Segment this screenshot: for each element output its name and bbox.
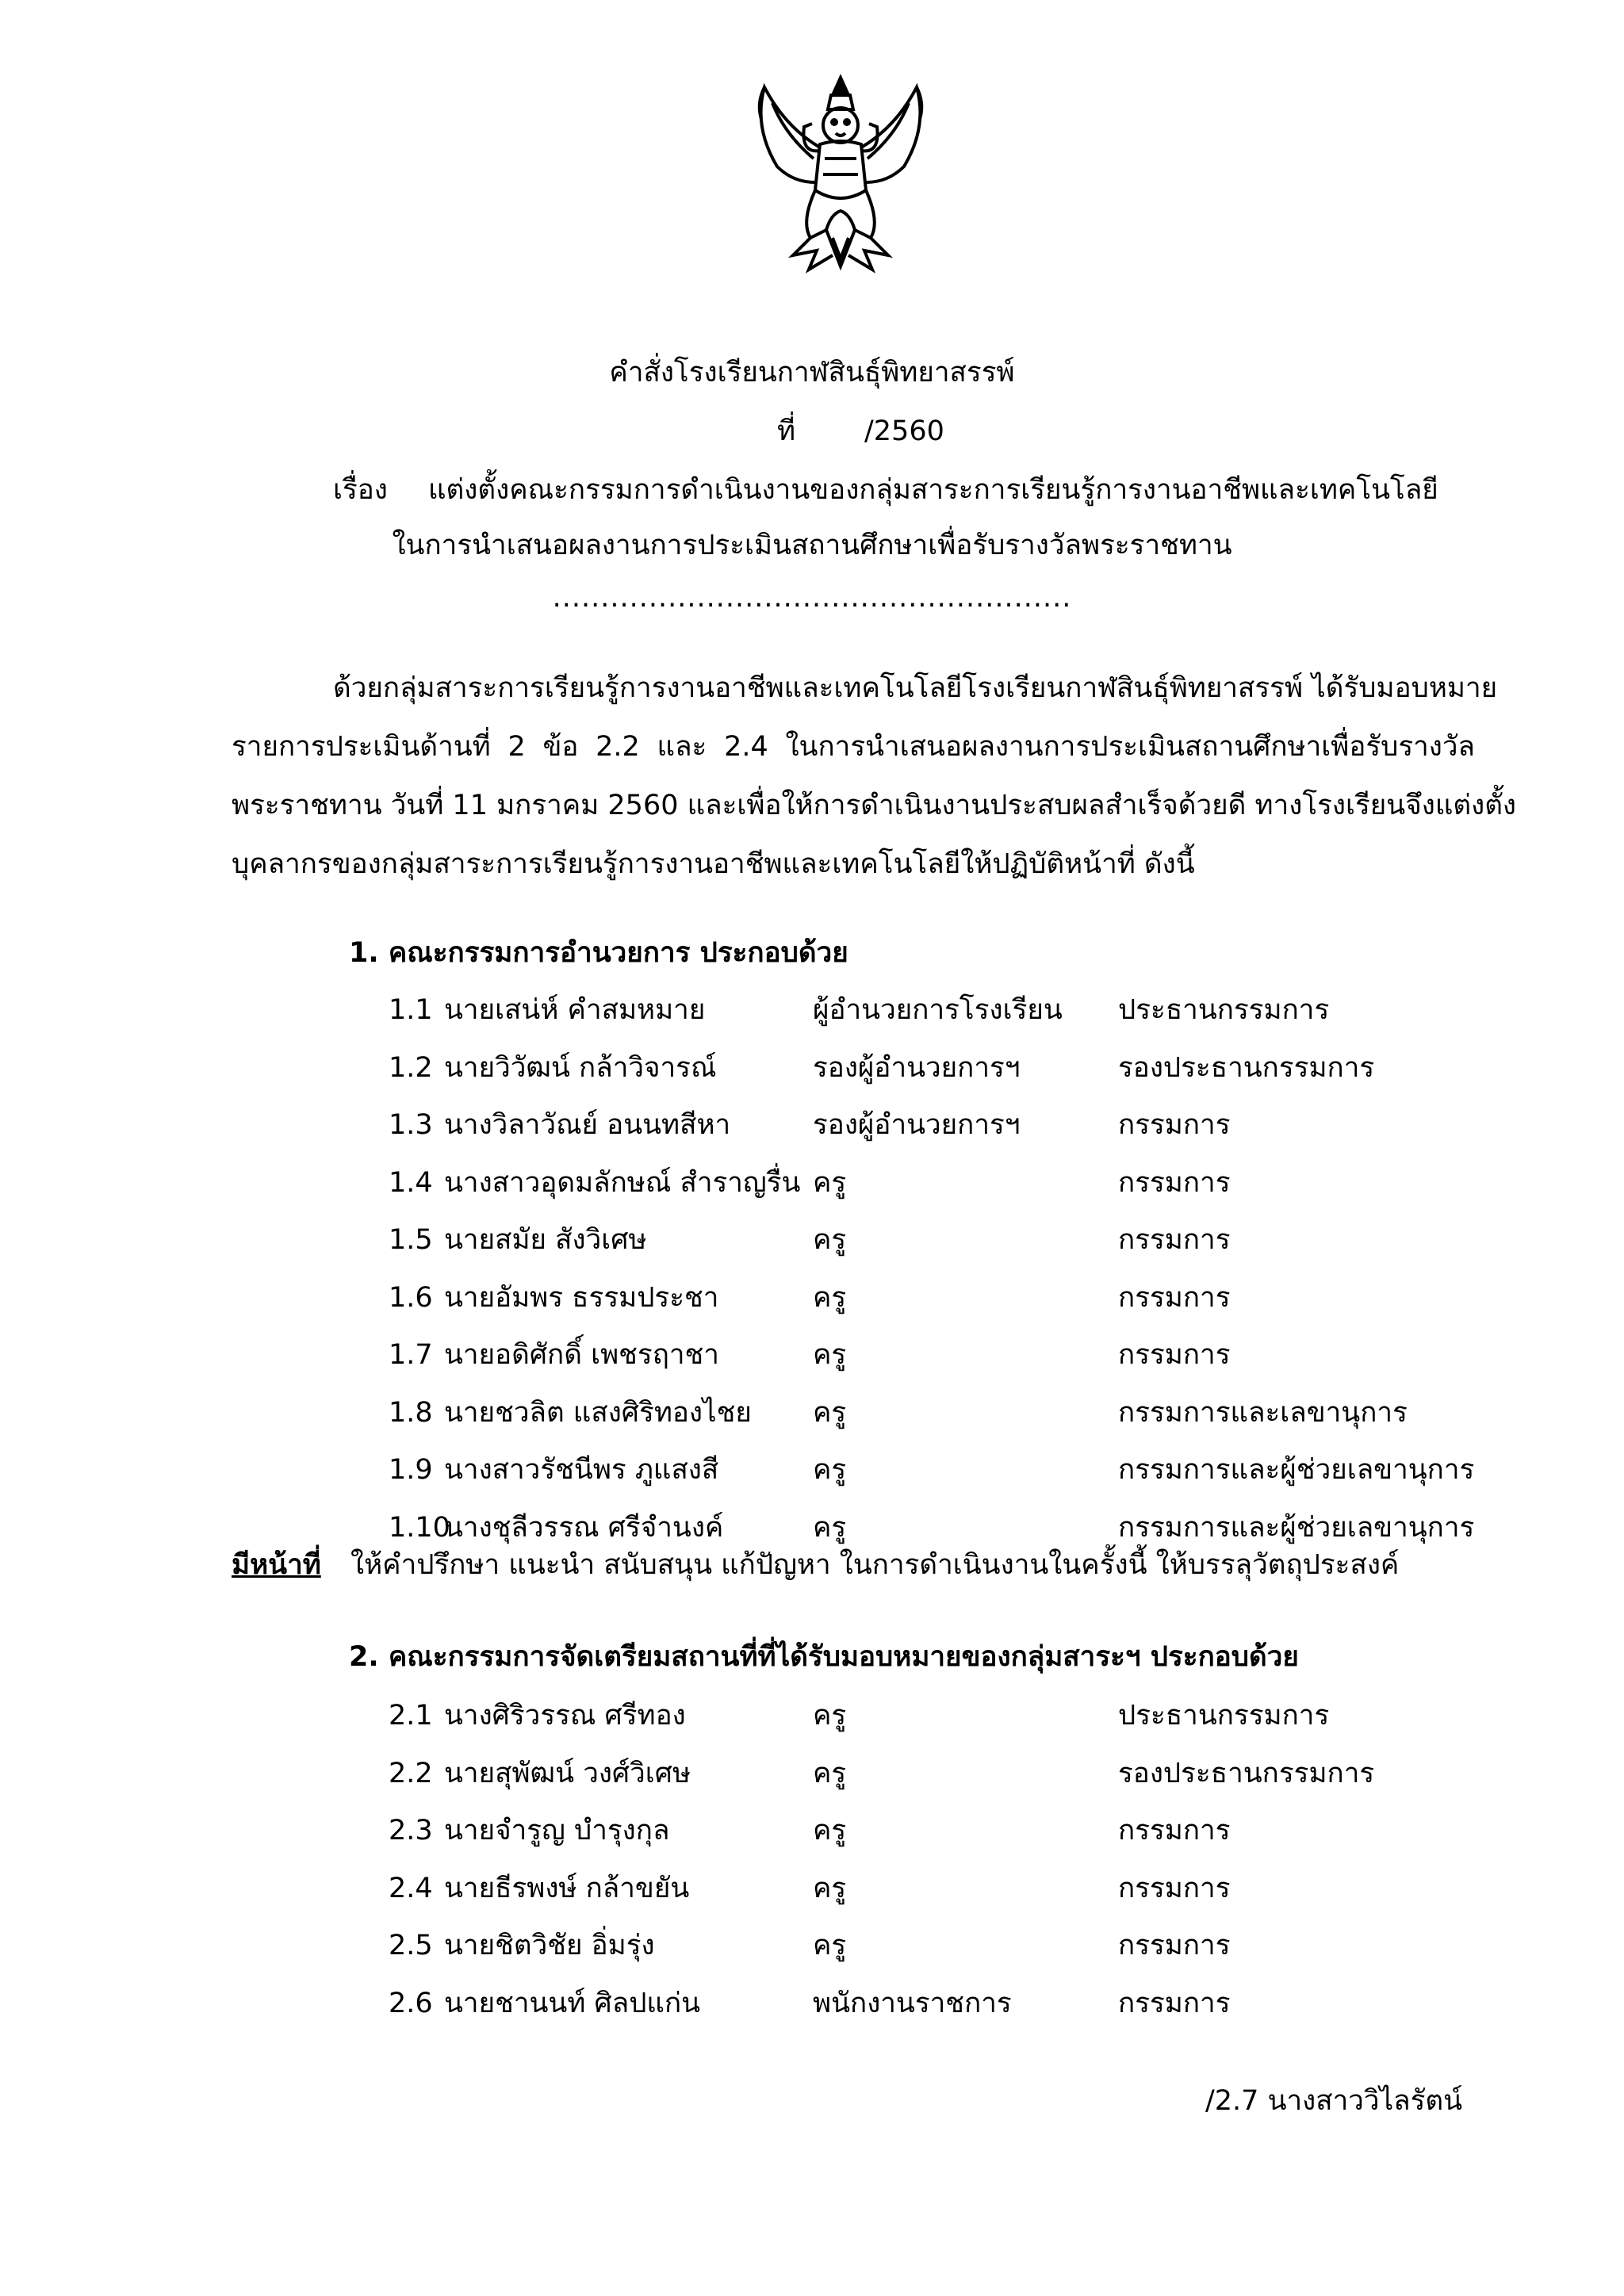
garuda-emblem-icon	[737, 71, 944, 277]
intro-line-3: พระราชทาน วันที่ 11 มกราคม 2560 และเพื่อให้การดำเนินงานประสบผลสำเร็จด้วยดี ทางโรงเรียนจึงแต่งตั้ง	[232, 790, 1517, 821]
member-position: ครู	[813, 1454, 847, 1486]
member-role: กรรมการ	[1118, 1930, 1231, 1961]
member-name: นายชิตวิชัย อิ่มรุ่ง	[444, 1930, 655, 1961]
intro-line-2: รายการประเมินด้านที่ 2 ข้อ 2.2 และ 2.4 ในการนำเสนอผลงานการประเมินสถานศึกษาเพื่อรับรางวัล	[232, 731, 1475, 763]
section-2-heading: 2. คณะกรรมการจัดเตรียมสถานที่ที่ได้รับมอบหมายของกลุ่มสาระฯ ประกอบด้วย	[349, 1641, 1299, 1673]
member-row	[389, 1221, 1578, 1259]
member-role: กรรมการ	[1118, 1339, 1231, 1371]
member-number: 1.8	[389, 1396, 433, 1429]
member-position: ครู	[813, 1930, 847, 1961]
subject-label: เรื่อง	[333, 474, 388, 506]
member-number: 1.6	[389, 1281, 433, 1314]
member-name: นายชานนท์ ศิลปแก่น	[444, 1987, 701, 2019]
member-row	[389, 1336, 1578, 1374]
member-role: กรรมการ	[1118, 1166, 1231, 1199]
member-row	[389, 1509, 1578, 1547]
member-row	[389, 991, 1578, 1029]
member-name: นายวิวัฒน์ กล้าวิจารณ์	[444, 1051, 717, 1084]
member-name: นายชวลิต แสงศิริทองไชย	[444, 1396, 752, 1429]
separator-dots: ......................................................	[552, 582, 1072, 614]
member-role: กรรมการและผู้ช่วยเลขานุการ	[1118, 1511, 1475, 1544]
member-name: นางวิลาวัณย์ อนนทสีหา	[444, 1109, 731, 1141]
member-number: 1.7	[389, 1339, 433, 1371]
member-name: นายจำรูญ บำรุงกุล	[444, 1815, 670, 1846]
member-name: นายสมัย สังวิเศษ	[444, 1224, 647, 1256]
subject-text: แต่งตั้งคณะกรรมการดำเนินงานของกลุ่มสาระการเรียนรู้การงานอาชีพและเทคโนโลยี	[428, 474, 1438, 506]
member-number: 2.2	[389, 1757, 433, 1789]
member-number: 2.4	[389, 1872, 433, 1904]
member-row	[389, 1869, 1578, 1908]
member-role: กรรมการ	[1118, 1987, 1231, 2019]
member-role: กรรมการและผู้ช่วยเลขานุการ	[1118, 1454, 1475, 1486]
member-role: กรรมการ	[1118, 1815, 1231, 1846]
member-name: นางสาวรัชนีพร ภูแสงสี	[444, 1454, 719, 1486]
member-row	[389, 1279, 1578, 1317]
member-name: นายธีรพงษ์ กล้าขยัน	[444, 1872, 690, 1904]
member-position: ครู	[813, 1815, 847, 1846]
member-role: รองประธานกรรมการ	[1118, 1757, 1375, 1789]
member-row	[389, 1451, 1578, 1489]
duty-row	[232, 1546, 321, 1584]
member-row	[389, 1394, 1578, 1432]
order-number: /2560	[864, 415, 944, 447]
member-name: นายสุพัฒน์ วงศ์วิเศษ	[444, 1757, 691, 1789]
member-position: รองผู้อำนวยการฯ	[813, 1109, 1021, 1141]
intro-line-4: บุคลากรของกลุ่มสาระการเรียนรู้การงานอาชีพและเทคโนโลยีให้ปฏิบัติหน้าที่ ดังนี้	[232, 848, 1195, 880]
member-position: ครู	[813, 1700, 847, 1732]
member-row	[389, 1927, 1578, 1965]
member-number: 2.3	[389, 1815, 433, 1846]
section-1-heading: 1. คณะกรรมการอำนวยการ ประกอบด้วย	[349, 937, 848, 969]
member-name: นางสาวอุดมลักษณ์ สำราญรื่น	[444, 1166, 801, 1199]
member-position: ครู	[813, 1281, 847, 1314]
member-position: ครู	[813, 1166, 847, 1199]
member-name: นางศิริวรรณ ศรีทอง	[444, 1700, 686, 1732]
member-role: กรรมการ	[1118, 1872, 1231, 1904]
member-role: กรรมการ	[1118, 1224, 1231, 1256]
member-name: นายอดิศักดิ์ เพชรฤาชา	[444, 1339, 719, 1371]
member-number: 1.4	[389, 1166, 433, 1199]
order-title: คำสั่งโรงเรียนกาฬสินธุ์พิทยาสรรพ์	[609, 357, 1015, 388]
member-number: 1.1	[389, 994, 433, 1026]
intro-line-1: ด้วยกลุ่มสาระการเรียนรู้การงานอาชีพและเทคโนโลยีโรงเรียนกาฬสินธุ์พิทยาสรรพ์ ได้รับมอบหมาย	[333, 672, 1498, 704]
member-row	[389, 1164, 1578, 1202]
member-row	[389, 1984, 1578, 2022]
duty-label: มีหน้าที่	[232, 1549, 321, 1581]
order-number-label: ที่	[777, 415, 796, 447]
member-row	[389, 1049, 1578, 1087]
member-name: นายอัมพร ธรรมประชา	[444, 1281, 719, 1314]
member-position: ครู	[813, 1339, 847, 1371]
member-number: 1.2	[389, 1051, 433, 1084]
member-name: นางชุลีวรรณ ศรีจำนงค์	[444, 1511, 724, 1544]
subject-line-2: ในการนำเสนอผลงานการประเมินสถานศึกษาเพื่อรับรางวัลพระราชทาน	[392, 530, 1232, 561]
member-number: 1.5	[389, 1224, 433, 1256]
member-role: กรรมการและเลขานุการ	[1118, 1396, 1408, 1429]
member-position: ครู	[813, 1396, 847, 1429]
member-row	[389, 1106, 1578, 1144]
member-role: รองประธานกรรมการ	[1118, 1051, 1375, 1084]
duty-text: ให้คำปรึกษา แนะนำ สนับสนุน แก้ปัญหา ในการดำเนินงานในครั้งนี้ ให้บรรลุวัตถุประสงค์	[350, 1549, 1400, 1581]
member-role: กรรมการ	[1118, 1109, 1231, 1141]
member-position: ครู	[813, 1757, 847, 1789]
member-position: ผู้อำนวยการโรงเรียน	[813, 994, 1063, 1026]
member-position: รองผู้อำนวยการฯ	[813, 1051, 1021, 1084]
member-row	[389, 1755, 1578, 1793]
member-position: ครู	[813, 1511, 847, 1544]
member-number: 1.3	[389, 1109, 433, 1141]
member-number: 2.1	[389, 1700, 433, 1732]
member-position: ครู	[813, 1224, 847, 1256]
member-number: 2.6	[389, 1987, 433, 2019]
member-number: 1.9	[389, 1454, 433, 1486]
member-number: 1.10	[389, 1511, 450, 1544]
member-role: กรรมการ	[1118, 1281, 1231, 1314]
member-row	[389, 1812, 1578, 1850]
member-role: ประธานกรรมการ	[1118, 1700, 1330, 1732]
member-name: นายเสน่ห์ คำสมหมาย	[444, 994, 706, 1026]
member-number: 2.5	[389, 1930, 433, 1961]
member-position: ครู	[813, 1872, 847, 1904]
continuation-note: /2.7 นางสาววิไลรัตน์	[1205, 2085, 1463, 2117]
member-row	[389, 1697, 1578, 1735]
member-position: พนักงานราชการ	[813, 1987, 1012, 2019]
member-role: ประธานกรรมการ	[1118, 994, 1330, 1026]
